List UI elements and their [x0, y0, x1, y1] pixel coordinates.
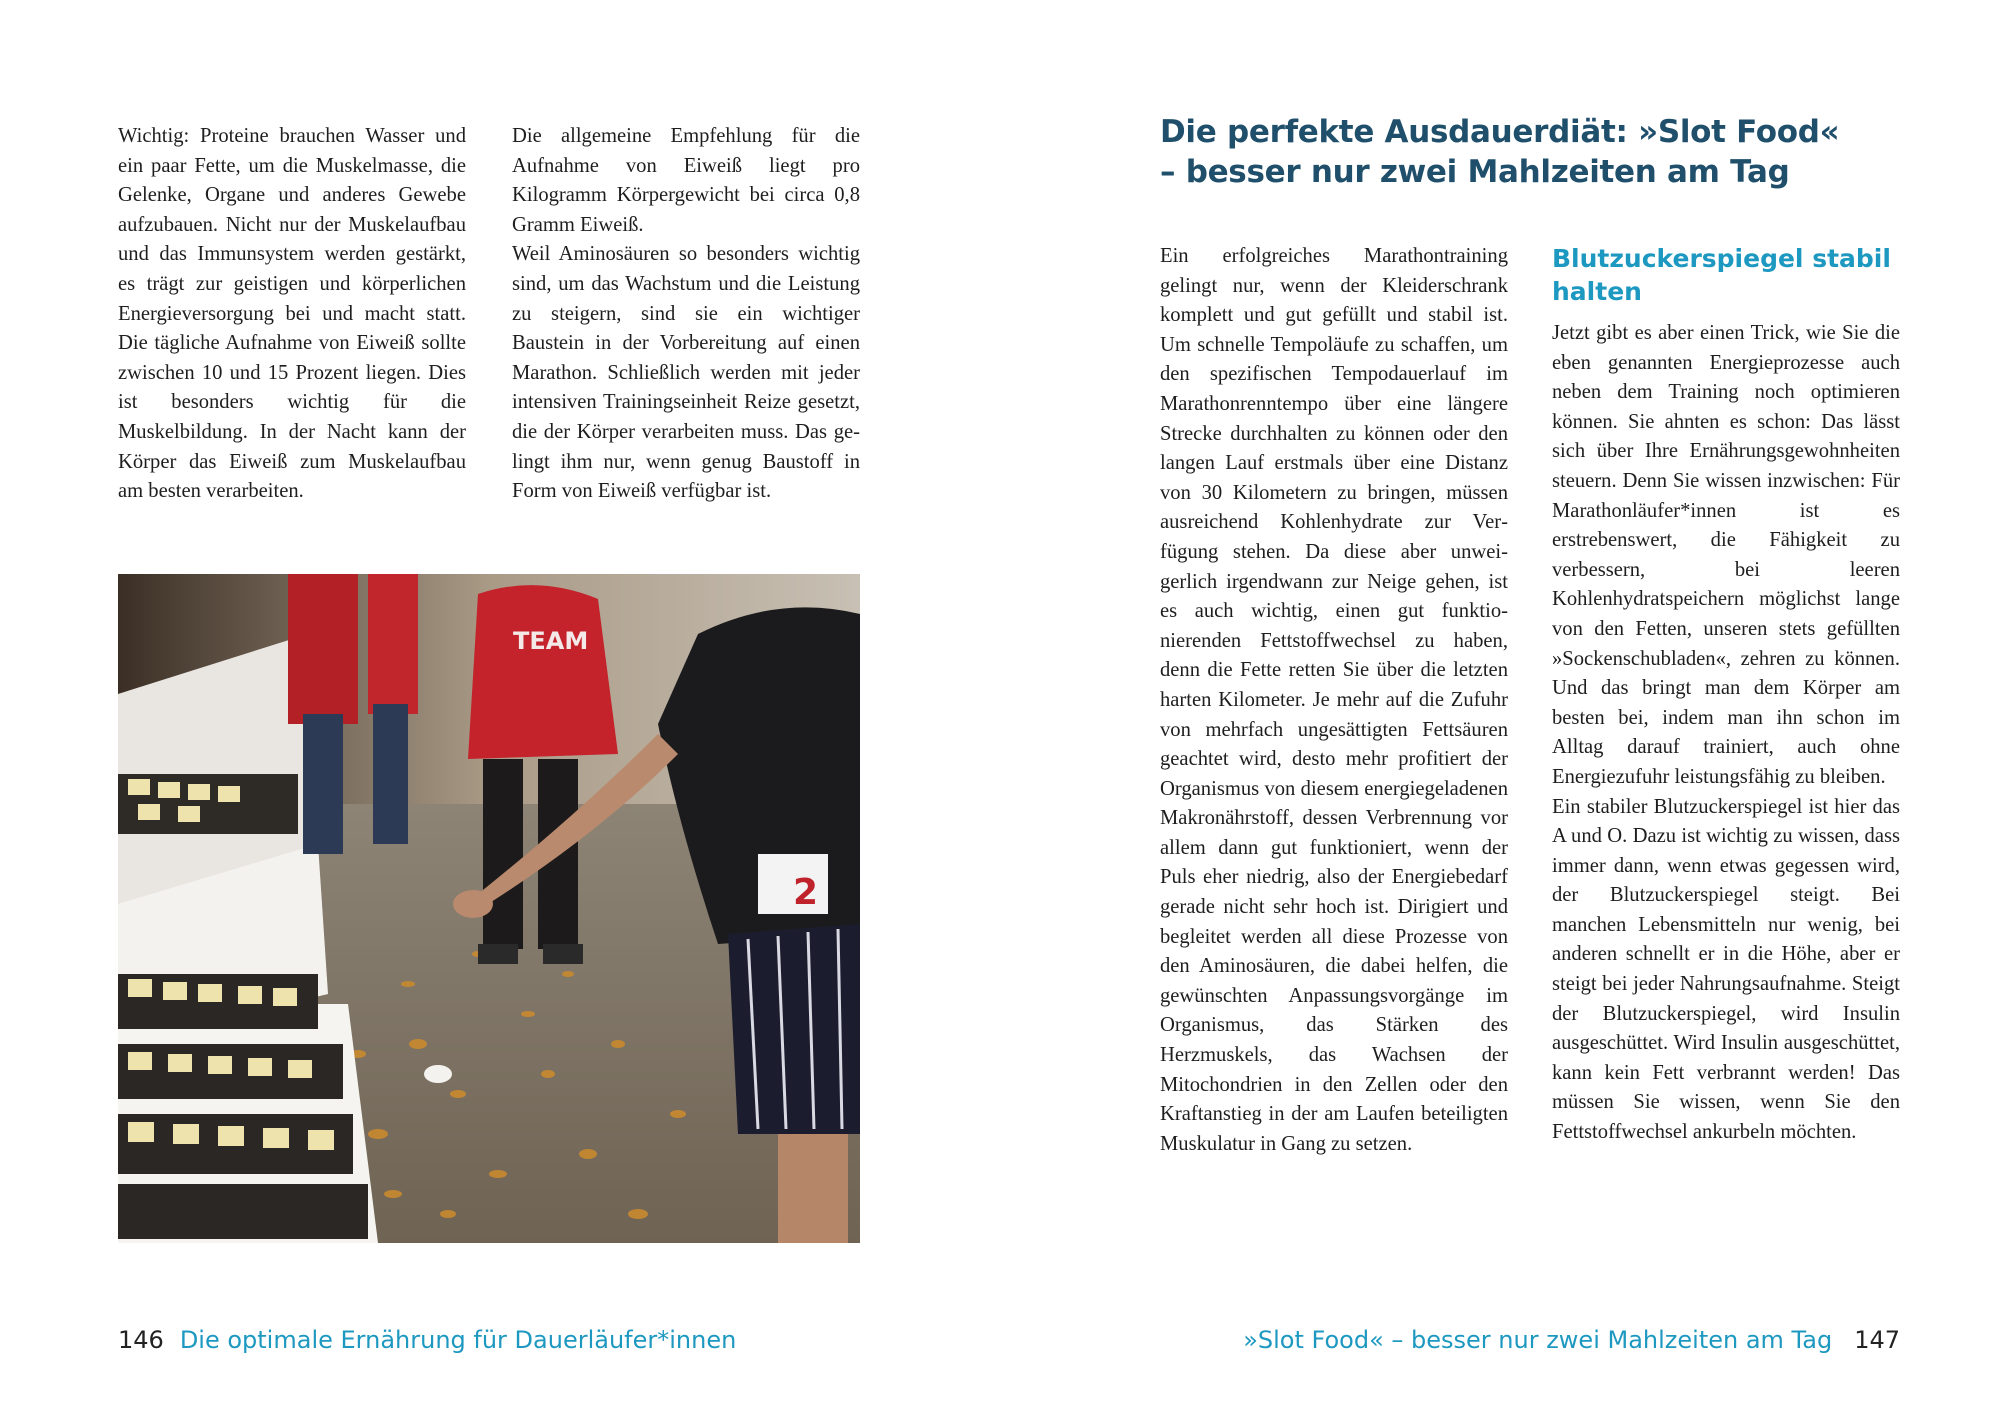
- bib-number: 2: [793, 872, 819, 913]
- right-footer: [1243, 1324, 1900, 1356]
- marathon-photo: [118, 574, 860, 1243]
- chapter-headline: Die perfekte Ausdauerdiät: »Slot Food« – besser nur zwei Mahlzeiten am Tag: [1160, 114, 1840, 190]
- running-title: Die optimale Ernährung für Dauerläufer*innen: [179, 1326, 737, 1354]
- paragraph: Ein erfolgreiches Marathontraining gelingt nur, wenn der Kleiderschrank komplett und gut gefüllt und stabil ist. Um schnelle Tempoläufe zu schaffen, um den spezifischen Tempodauerlauf im Marathonrenntempo über eine längere Strecke durchhalten zu können oder den langen Lauf erstmals über eine Distanz von 30 Kilometern zu bringen, müssen ausreichend Kohlenhydrate zur Verfügung stehen. Da diese aber unweigerlich irgendwann zur Neige gehen, ist es auch wichtig, einen gut funktionierenden Fettstoffwechsel zu haben, denn die Fette retten Sie über die letzten harten Kilometer. Je mehr auf die Zufuhr von mehrfach ungesättigten Fettsäuren geachtet wird, desto mehr profitiert der Organismus von diesem energiegeladenen Makronährstoff, dessen Verbrennung vor allem dann gut funktioniert, wenn der Puls eher niedrig, also der Energiebedarf gerade nicht sehr hoch ist. Dirigiert und begleitet werden all diese Prozesse von den Aminosäuren, die dabei helfen, die gewünschten Anpassungsvorgänge im Organismus, das Stärken des Herzmuskels, das Wachsen der Mitochondrien in den Zellen oder den Kraftanstieg in der am Laufen beteiligten Muskulatur in Gang zu setzen.: [1160, 245, 1508, 1155]
- right-page: [1004, 0, 2008, 1417]
- paragraph: Weil Aminosäuren so besonders wichtig sind, um das Wachstum und die Leistung zu steigern, sind sie ein wichtiger Baustein in der Vorbereitung auf einen Marathon. Schließlich werden mit jeder intensiven Trainingseinheit Reize gesetzt, die der Körper verarbeiten muss. Das gelingt ihm nur, wenn genug Baustoff in Form von Eiweiß verfügbar ist.: [512, 243, 860, 503]
- shirt-print: TEAM: [513, 627, 589, 655]
- left-footer: [118, 1324, 736, 1356]
- photo-illustration: [118, 574, 860, 1243]
- paragraph: Jetzt gibt es aber einen Trick, wie Sie die eben genannten Energieprozesse auch neben dem Training noch optimieren können. Sie ahnten es schon: Das lässt sich über Ihre Ernährungsgewohnheiten steuern. Denn Sie wissen inzwischen: Für Marathonläufer*innen ist es erstrebenswert, die Fähigkeit zu verbessern, bei leeren Kohlenhydratspeichern möglichst lange von den Fetten, unseren stets gefüllten »Sockenschubladen«, zehren zu können. Und das bringt man dem Körper am besten bei, indem man ihn schon im Alltag darauf trainiert, auch ohne Energiezufuhr leistungsfähig zu bleiben.: [1552, 322, 1900, 788]
- paragraph: Die allgemeine Empfehlung für die Aufnahme von Eiweiß liegt pro Kilogramm Körpergewicht bei circa 0,8 Gramm Eiweiß.: [512, 125, 860, 236]
- right-column-1: [1160, 242, 1508, 1159]
- left-column-1: [118, 122, 466, 507]
- paragraph: Ein stabiler Blutzuckerspiegel ist hier das A und O. Dazu ist wichtig zu wissen, dass immer dann, wenn etwas gegessen wird, der Blutzuckerspiegel steigt. Bei manchen Lebensmitteln nur wenig, bei anderen schnellt er in die Höhe, aber er steigt bei jeder Nahrungsaufnahme. Steigt der Blutzuckerspiegel, wird Insulin ausgeschüttet. Wird Insulin ausgeschüttet, kann kein Fett verbrannt werden! Das müssen Sie wissen, wenn Sie den Fettstoffwechsel ankurbeln möchten.: [1552, 795, 1900, 1144]
- right-column-2: [1552, 242, 1900, 1148]
- section-subheading: Blutzuckerspiegel stabil halten: [1552, 244, 1891, 306]
- paragraph: Wichtig: Proteine brauchen Wasser und ein paar Fette, um die Muskelmasse, die Gelenke, Organe und anderes Gewebe aufzubauen. Nicht nur der Muskelaufbau und das Immunsystem werden gestärkt, es trägt zur geistigen und körperlichen Energieversorgung bei und macht statt. Die tägliche Aufnahme von Eiweiß sollte zwischen 10 und 15 Prozent liegen. Dies ist besonders wichtig für die Muskelbildung. In der Nacht kann der Körper das Eiweiß zum Muskelaufbau am besten verarbeiten.: [118, 125, 466, 503]
- left-column-2: [512, 122, 860, 507]
- page-number: 147: [1854, 1326, 1900, 1354]
- page-number: 146: [118, 1326, 164, 1354]
- running-title: »Slot Food« – besser nur zwei Mahlzeiten am Tag: [1243, 1326, 1833, 1354]
